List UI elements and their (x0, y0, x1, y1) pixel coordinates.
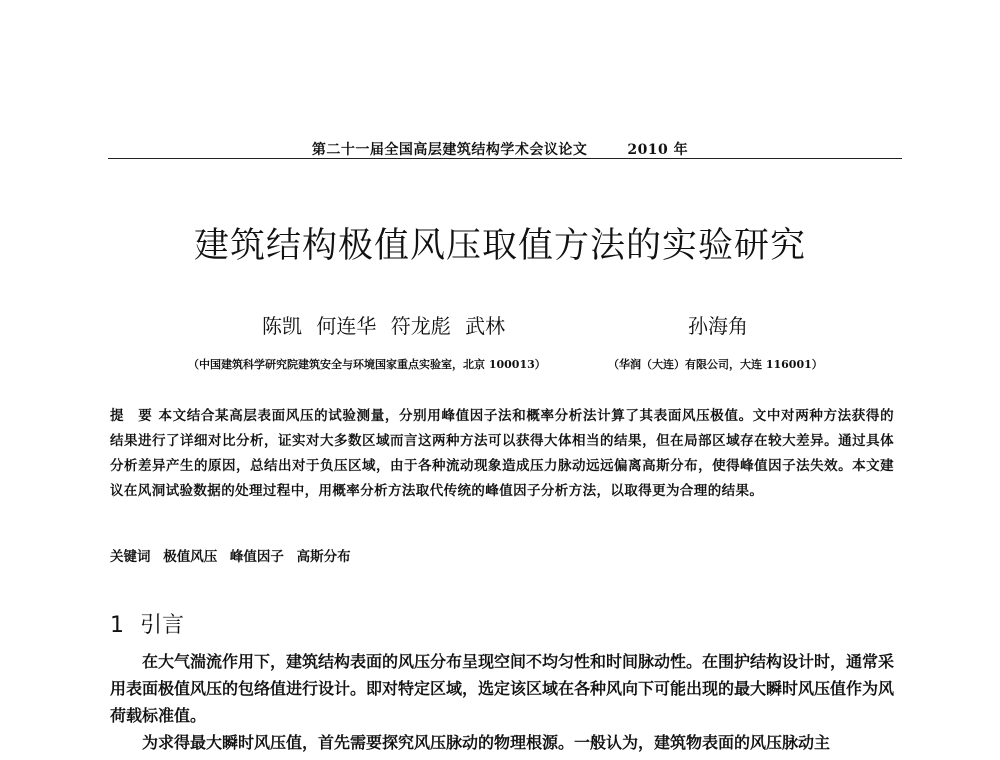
header-rule (108, 158, 902, 159)
keywords-label: 关键词 (110, 549, 151, 565)
abstract (110, 404, 894, 504)
author-name: 陈凯 (262, 314, 302, 338)
keyword: 高斯分布 (296, 549, 351, 565)
paragraph: 为求得最大瞬时风压值，首先需要探究风压脉动的物理根源。一般认为，建筑物表面的风压脉动主 (142, 733, 831, 752)
affiliation-right: （华润（大连）有限公司，大连 116001） (608, 358, 823, 371)
abstract-text: 本文结合某高层表面风压的试验测量，分别用峰值因子法和概率分析法计算了其表面风压极值。文中对两种方法获得的结果进行了详细对比分析，证实对大多数区域而言这两种方法可以获得大体相当的结果，但在局部区域存在较大差异。通过具体分析差异产生的原因，总结出对于负压区域，由于各种流动现象造成压力脉动远远偏离高斯分布，使得峰值因子法失效。本文建议在风洞试验数据的处理过程中，用概率分析方法取代传统的峰值因子分析方法，以取得更为合理的结果。 (110, 408, 894, 499)
section-number: 1 (110, 613, 124, 638)
abstract-label: 提 要 (110, 408, 153, 424)
body-text (110, 648, 894, 756)
author-name: 符龙彪 (390, 314, 451, 338)
keyword: 极值风压 (163, 549, 218, 565)
paragraph: 在大气湍流作用下，建筑结构表面的风压分布呈现空间不均匀性和时间脉动性。在围护结构设计时，通常采用表面极值风压的包络值进行设计。即对特定区域，选定该区域在各种风向下可能出现的最大瞬时风压值作为风荷载标准值。 (110, 652, 895, 725)
author-name: 何连华 (316, 314, 377, 338)
section-heading (110, 608, 184, 639)
author-group-1 (262, 310, 513, 339)
keywords (110, 545, 351, 565)
conference-name: 第二十一届全国高层建筑结构学术会议论文 (311, 142, 588, 158)
running-header (0, 139, 1000, 159)
keyword: 峰值因子 (229, 549, 284, 565)
author-group-2: 孙海角 (688, 314, 748, 338)
paper-title: 建筑结构极值风压取值方法的实验研究 (193, 226, 806, 266)
conference-year: 2010 年 (627, 142, 689, 158)
author-name: 武林 (465, 314, 506, 338)
affiliation-left: （中国建筑科学研究院建筑安全与环境国家重点实验室，北京 100013） (188, 358, 546, 371)
section-title: 引言 (140, 613, 185, 638)
